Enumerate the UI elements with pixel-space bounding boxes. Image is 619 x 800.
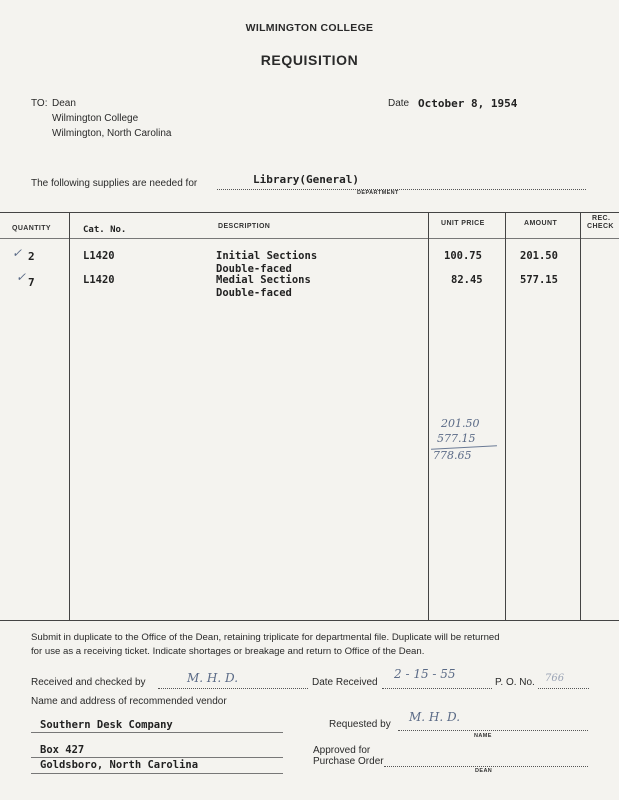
- to-name: Dean: [52, 98, 76, 109]
- header-rec-check-1: REC.: [592, 215, 611, 222]
- approved-label-2: Purchase Order: [313, 756, 384, 767]
- instructions-line1: Submit in duplicate to the Office of the Dean, retaining triplicate for departmental file. Duplicate will be returned: [31, 632, 500, 643]
- po-value: 766: [545, 673, 565, 684]
- vendor-city: Goldsboro, North Carolina: [40, 759, 199, 771]
- column-divider-4: [580, 212, 581, 620]
- vendor-label: Name and address of recommended vendor: [31, 696, 227, 707]
- po-underline: [538, 688, 589, 689]
- to-address-line2: Wilmington, North Carolina: [52, 128, 172, 139]
- department-value: Library(General): [253, 173, 359, 186]
- header-description: DESCRIPTION: [218, 223, 271, 230]
- vendor-city-underline: [31, 773, 283, 774]
- row-unit-price: 82.45: [451, 274, 483, 286]
- vendor-box: Box 427: [40, 744, 85, 756]
- received-label: Received and checked by: [31, 677, 146, 688]
- header-cat-no: Cat. No.: [83, 225, 127, 235]
- row-check-mark: ✓: [16, 270, 27, 284]
- row-unit-price: 100.75: [444, 250, 482, 262]
- table-top-rule: [0, 212, 619, 213]
- date-received-value: 2 - 15 - 55: [394, 667, 456, 681]
- vendor-name-underline: [31, 732, 283, 733]
- requested-label: Requested by: [329, 719, 391, 730]
- header-rec-check-2: CHECK: [587, 223, 614, 230]
- row-quantity: 7: [28, 276, 35, 289]
- header-quantity: QUANTITY: [12, 225, 51, 232]
- row-description-line1: Medial Sections: [216, 274, 311, 286]
- received-value: M. H. D.: [187, 671, 239, 685]
- to-label: TO:: [31, 98, 48, 109]
- date-label: Date: [388, 98, 410, 109]
- row-cat-no: L1420: [83, 274, 115, 286]
- table-header-rule: [0, 238, 619, 239]
- row-description-line2: Double-faced: [216, 263, 292, 275]
- row-amount: 201.50: [520, 250, 558, 262]
- to-address-line1: Wilmington College: [52, 113, 139, 124]
- approved-label-1: Approved for: [313, 745, 371, 756]
- column-divider-1: [69, 212, 70, 620]
- row-description-line1: Initial Sections: [216, 250, 318, 262]
- header-unit-price: UNIT PRICE: [441, 220, 485, 227]
- date-received-underline: [382, 688, 492, 689]
- received-underline: [158, 688, 308, 689]
- row-amount: 577.15: [520, 274, 558, 286]
- date-received-label: Date Received: [312, 677, 378, 688]
- vendor-box-underline: [31, 757, 283, 758]
- row-quantity: 2: [28, 250, 35, 263]
- dean-caption: DEAN: [475, 768, 493, 774]
- supplies-label: The following supplies are needed for: [31, 178, 198, 189]
- handwritten-sum-a: 201.50: [441, 417, 480, 430]
- row-description-line2: Double-faced: [216, 287, 292, 299]
- po-label: P. O. No.: [495, 677, 535, 688]
- department-underline: [217, 189, 586, 190]
- handwritten-sum-b: 577.15: [437, 432, 476, 445]
- header-amount: AMOUNT: [524, 220, 558, 227]
- college-name: WILMINGTON COLLEGE: [245, 22, 374, 34]
- row-check-mark: ✓: [12, 246, 23, 260]
- row-cat-no: L1420: [83, 250, 115, 262]
- requested-value: M. H. D.: [409, 710, 461, 724]
- requested-underline: [398, 730, 588, 731]
- form-title: REQUISITION: [260, 52, 359, 68]
- column-divider-3: [505, 212, 506, 620]
- approved-underline: [384, 766, 588, 767]
- column-divider-2: [428, 212, 429, 620]
- department-caption: DEPARTMENT: [357, 190, 399, 196]
- instructions-line2: for use as a receiving ticket. Indicate shortages or breakage and return to Office of the Dean.: [31, 646, 425, 657]
- date-value: October 8, 1954: [418, 97, 518, 110]
- vendor-name: Southern Desk Company: [40, 719, 173, 731]
- name-caption: NAME: [474, 733, 492, 739]
- handwritten-sum-total: 778.65: [433, 449, 472, 462]
- table-bottom-rule: [0, 620, 619, 621]
